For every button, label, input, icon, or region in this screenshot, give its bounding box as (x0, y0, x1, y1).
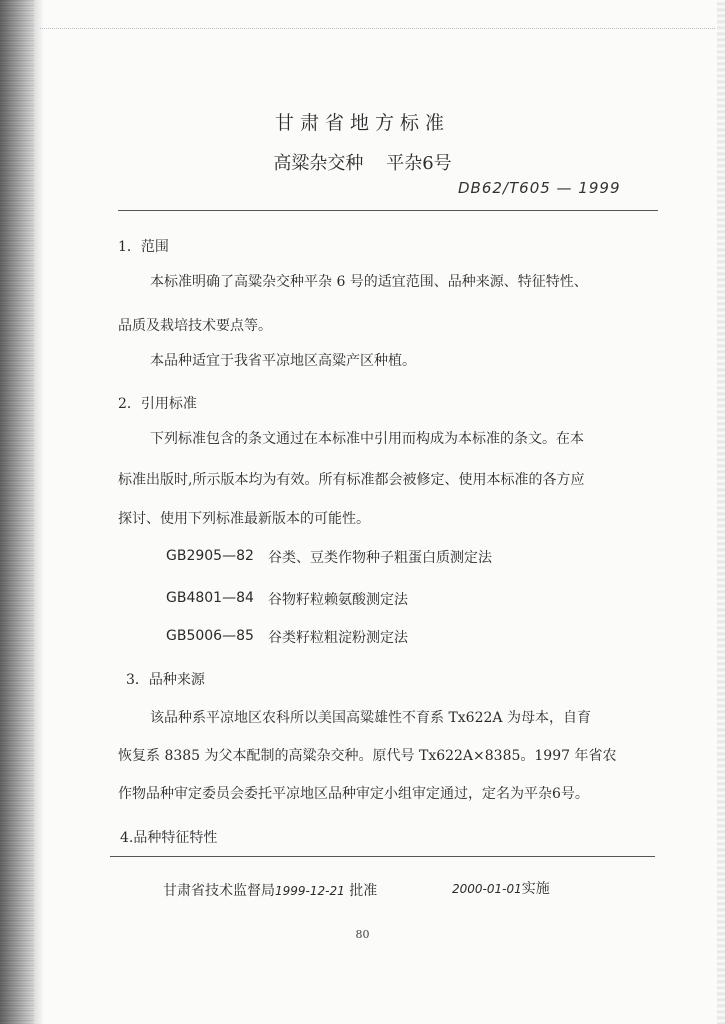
implementation-suffix: 实施 (521, 881, 550, 897)
document-title: 甘肃省地方标准 (274, 112, 450, 134)
section-1-paragraph-line: 本品种适宜于我省平凉地区高粱产区种植。 (150, 353, 416, 369)
approval-authority: 甘肃省技术监督局 (163, 883, 275, 899)
header-divider (118, 210, 658, 211)
section-3-paragraph-line: 恢复系 8385 为父本配制的高粱杂交种。原代号 Tx622A×8385。1997 年省农 (118, 748, 617, 764)
section-4-heading: 4.品种特征特性 (120, 830, 218, 846)
section-3-heading: 3．品种来源 (126, 672, 205, 688)
implementation-date-handwritten: 2000-01-01 (452, 882, 522, 896)
section-1-paragraph-line: 本标准明确了高粱杂交种平杂 6 号的适宜范围、品种来源、特征特性、 (150, 274, 588, 290)
section-2-paragraph-line: 标准出版时,所示版本均为有效。所有标准都会被修定、使用本标准的各方应 (118, 472, 585, 488)
approval-date-handwritten: 1999-12-21 (275, 884, 345, 898)
section-3-paragraph-line: 该品种系平凉地区农科所以美国高粱雄性不育系 Tx622A 为母本，自育 (150, 710, 591, 726)
reference-title: 谷类、豆类作物种子粗蛋白质测定法 (268, 550, 492, 566)
section-2-paragraph-line: 下列标准包含的条文通过在本标准中引用而构成为本标准的条文。在本 (150, 431, 584, 447)
approval-line (163, 880, 377, 900)
reference-title: 谷物籽粒赖氨酸测定法 (268, 592, 408, 608)
reference-code: GB2905—82 (166, 548, 254, 564)
section-2-paragraph-line: 探讨、使用下列标准最新版本的可能性。 (118, 511, 370, 527)
section-2-heading: 2．引用标准 (118, 396, 197, 412)
section-3-paragraph-line: 作物品种审定委员会委托平凉地区品种审定小组审定通过，定名为平杂6号。 (118, 786, 589, 802)
page-number: 80 (355, 928, 370, 941)
section-1-paragraph-line: 品质及栽培技术要点等。 (118, 318, 272, 334)
standard-code-handwritten: DB62/T605 — 1999 (458, 179, 621, 197)
reference-title: 谷类籽粒粗淀粉测定法 (268, 630, 408, 646)
section-1-heading: 1．范围 (118, 239, 169, 255)
footer-divider (110, 856, 655, 857)
reference-code: GB5006—85 (166, 628, 254, 644)
implementation-line (452, 878, 550, 898)
scan-top-noise (40, 28, 715, 29)
document-subtitle: 高粱杂交种 平杂6号 (273, 153, 452, 174)
approval-suffix: 批准 (349, 883, 378, 899)
reference-code: GB4801—84 (166, 590, 254, 606)
